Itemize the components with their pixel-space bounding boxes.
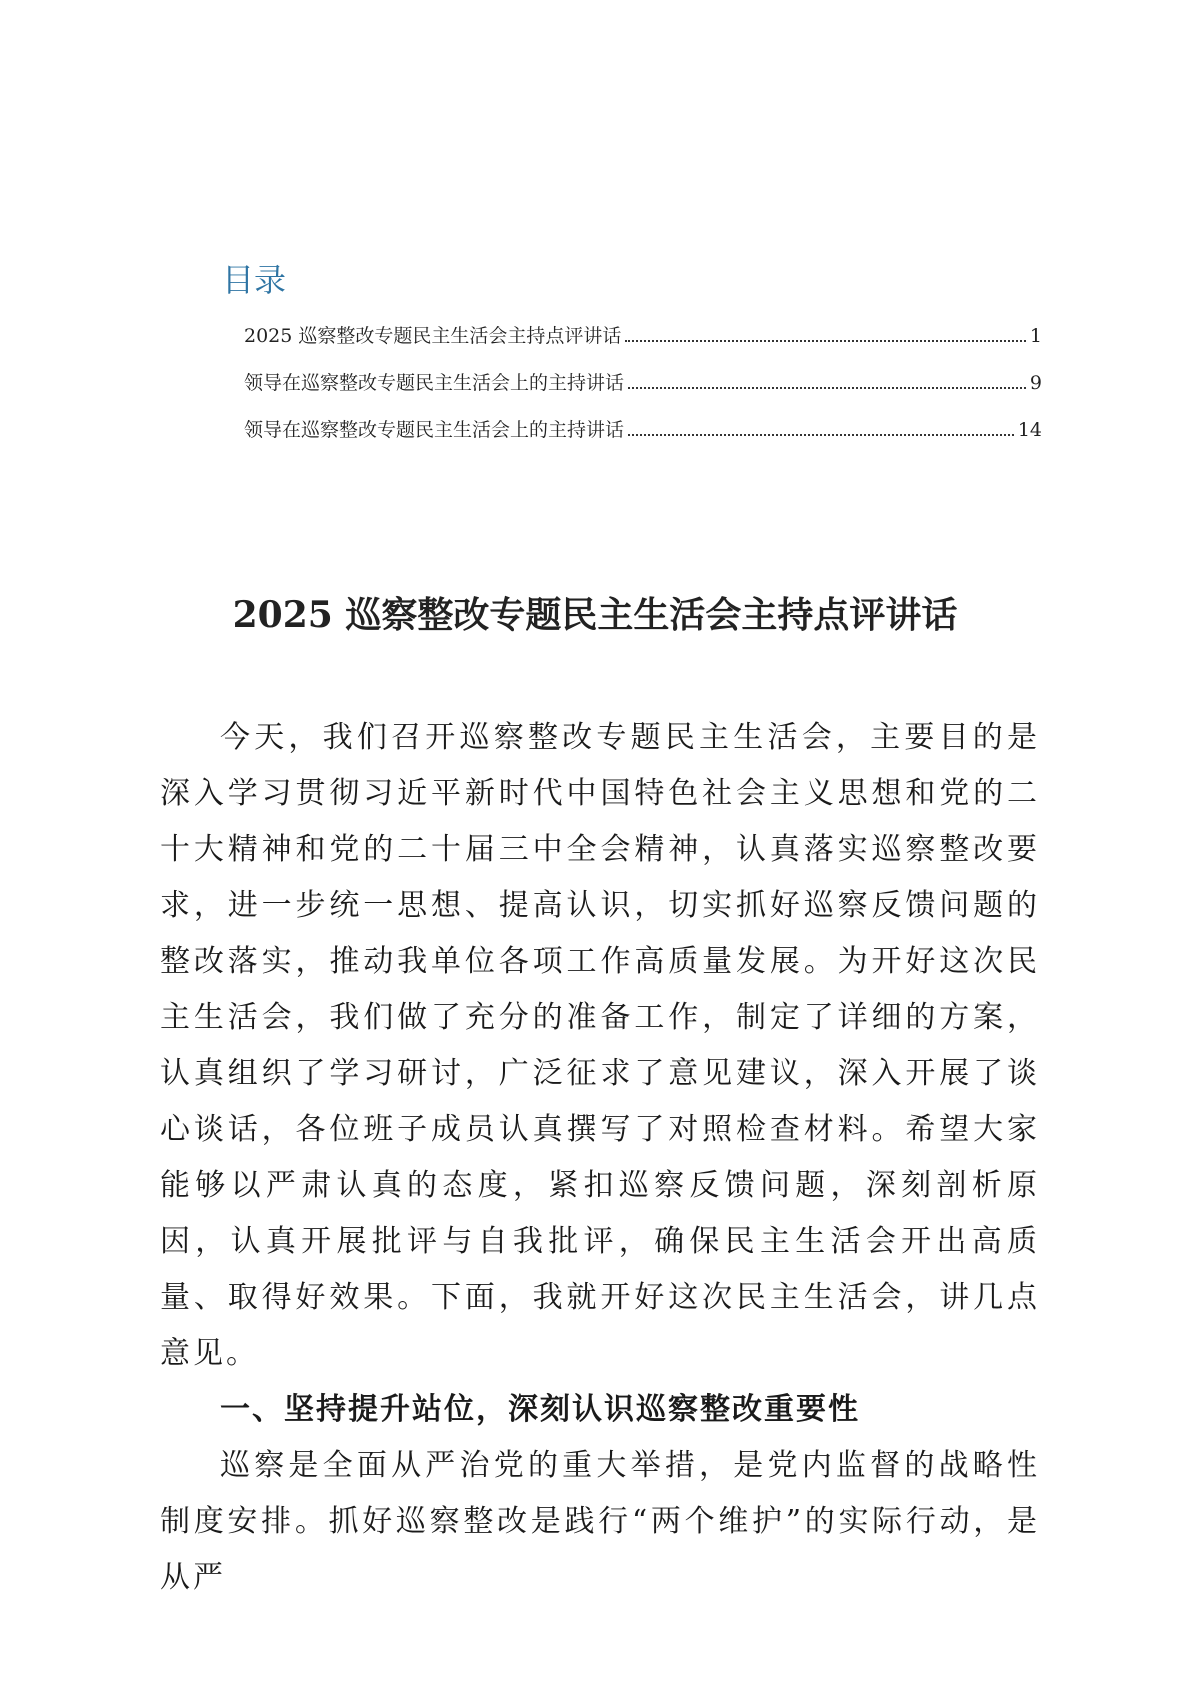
toc-entry-page: 9 xyxy=(1029,372,1042,394)
toc-entry-title: 2025 巡察整改专题民主生活会主持点评讲话 xyxy=(244,325,622,347)
toc-leader-dots xyxy=(628,433,1014,436)
body-paragraph: 巡察是全面从严治党的重大举措，是党内监督的战略性制度安排。抓好巡察整改是践行“两个维护”的实际行动，是从严 xyxy=(160,1448,1040,1595)
table-of-contents xyxy=(222,258,1042,465)
toc-entry[interactable] xyxy=(244,324,1042,348)
toc-entry-title: 领导在巡察整改专题民主生活会上的主持讲话 xyxy=(244,372,625,394)
toc-entry[interactable] xyxy=(244,418,1042,442)
document-body xyxy=(160,710,1040,1606)
toc-entry-page: 14 xyxy=(1017,419,1042,441)
toc-entry-title: 领导在巡察整改专题民主生活会上的主持讲话 xyxy=(244,419,625,441)
document-title: 2025 巡察整改专题民主生活会主持点评讲话 xyxy=(232,594,958,636)
section-heading: 一、坚持提升站位，深刻认识巡察整改重要性 xyxy=(220,1392,860,1427)
toc-entry-page: 1 xyxy=(1029,325,1042,347)
toc-leader-dots xyxy=(628,386,1026,389)
toc-heading: 目录 xyxy=(222,261,287,299)
body-paragraph: 今天，我们召开巡察整改专题民主生活会，主要目的是深入学习贯彻习近平新时代中国特色社会主义思想和党的二十大精神和党的二十届三中全会精神，认真落实巡察整改要求，进一步统一思想、提高认识，切实抓好巡察反馈问题的整改落实，推动我单位各项工作高质量发展。为开好这次民主生活会，我们做了充分的准备工作，制定了详细的方案，认真组织了学习研讨，广泛征求了意见建议，深入开展了谈心谈话，各位班子成员认真撰写了对照检查材料。希望大家能够以严肃认真的态度，紧扣巡察反馈问题，深刻剖析原因，认真开展批评与自我批评，确保民主生活会开出高质量、取得好效果。下面，我就开好这次民主生活会，讲几点意见。 xyxy=(160,720,1040,1371)
toc-entry[interactable] xyxy=(244,371,1042,395)
toc-leader-dots xyxy=(625,339,1026,342)
